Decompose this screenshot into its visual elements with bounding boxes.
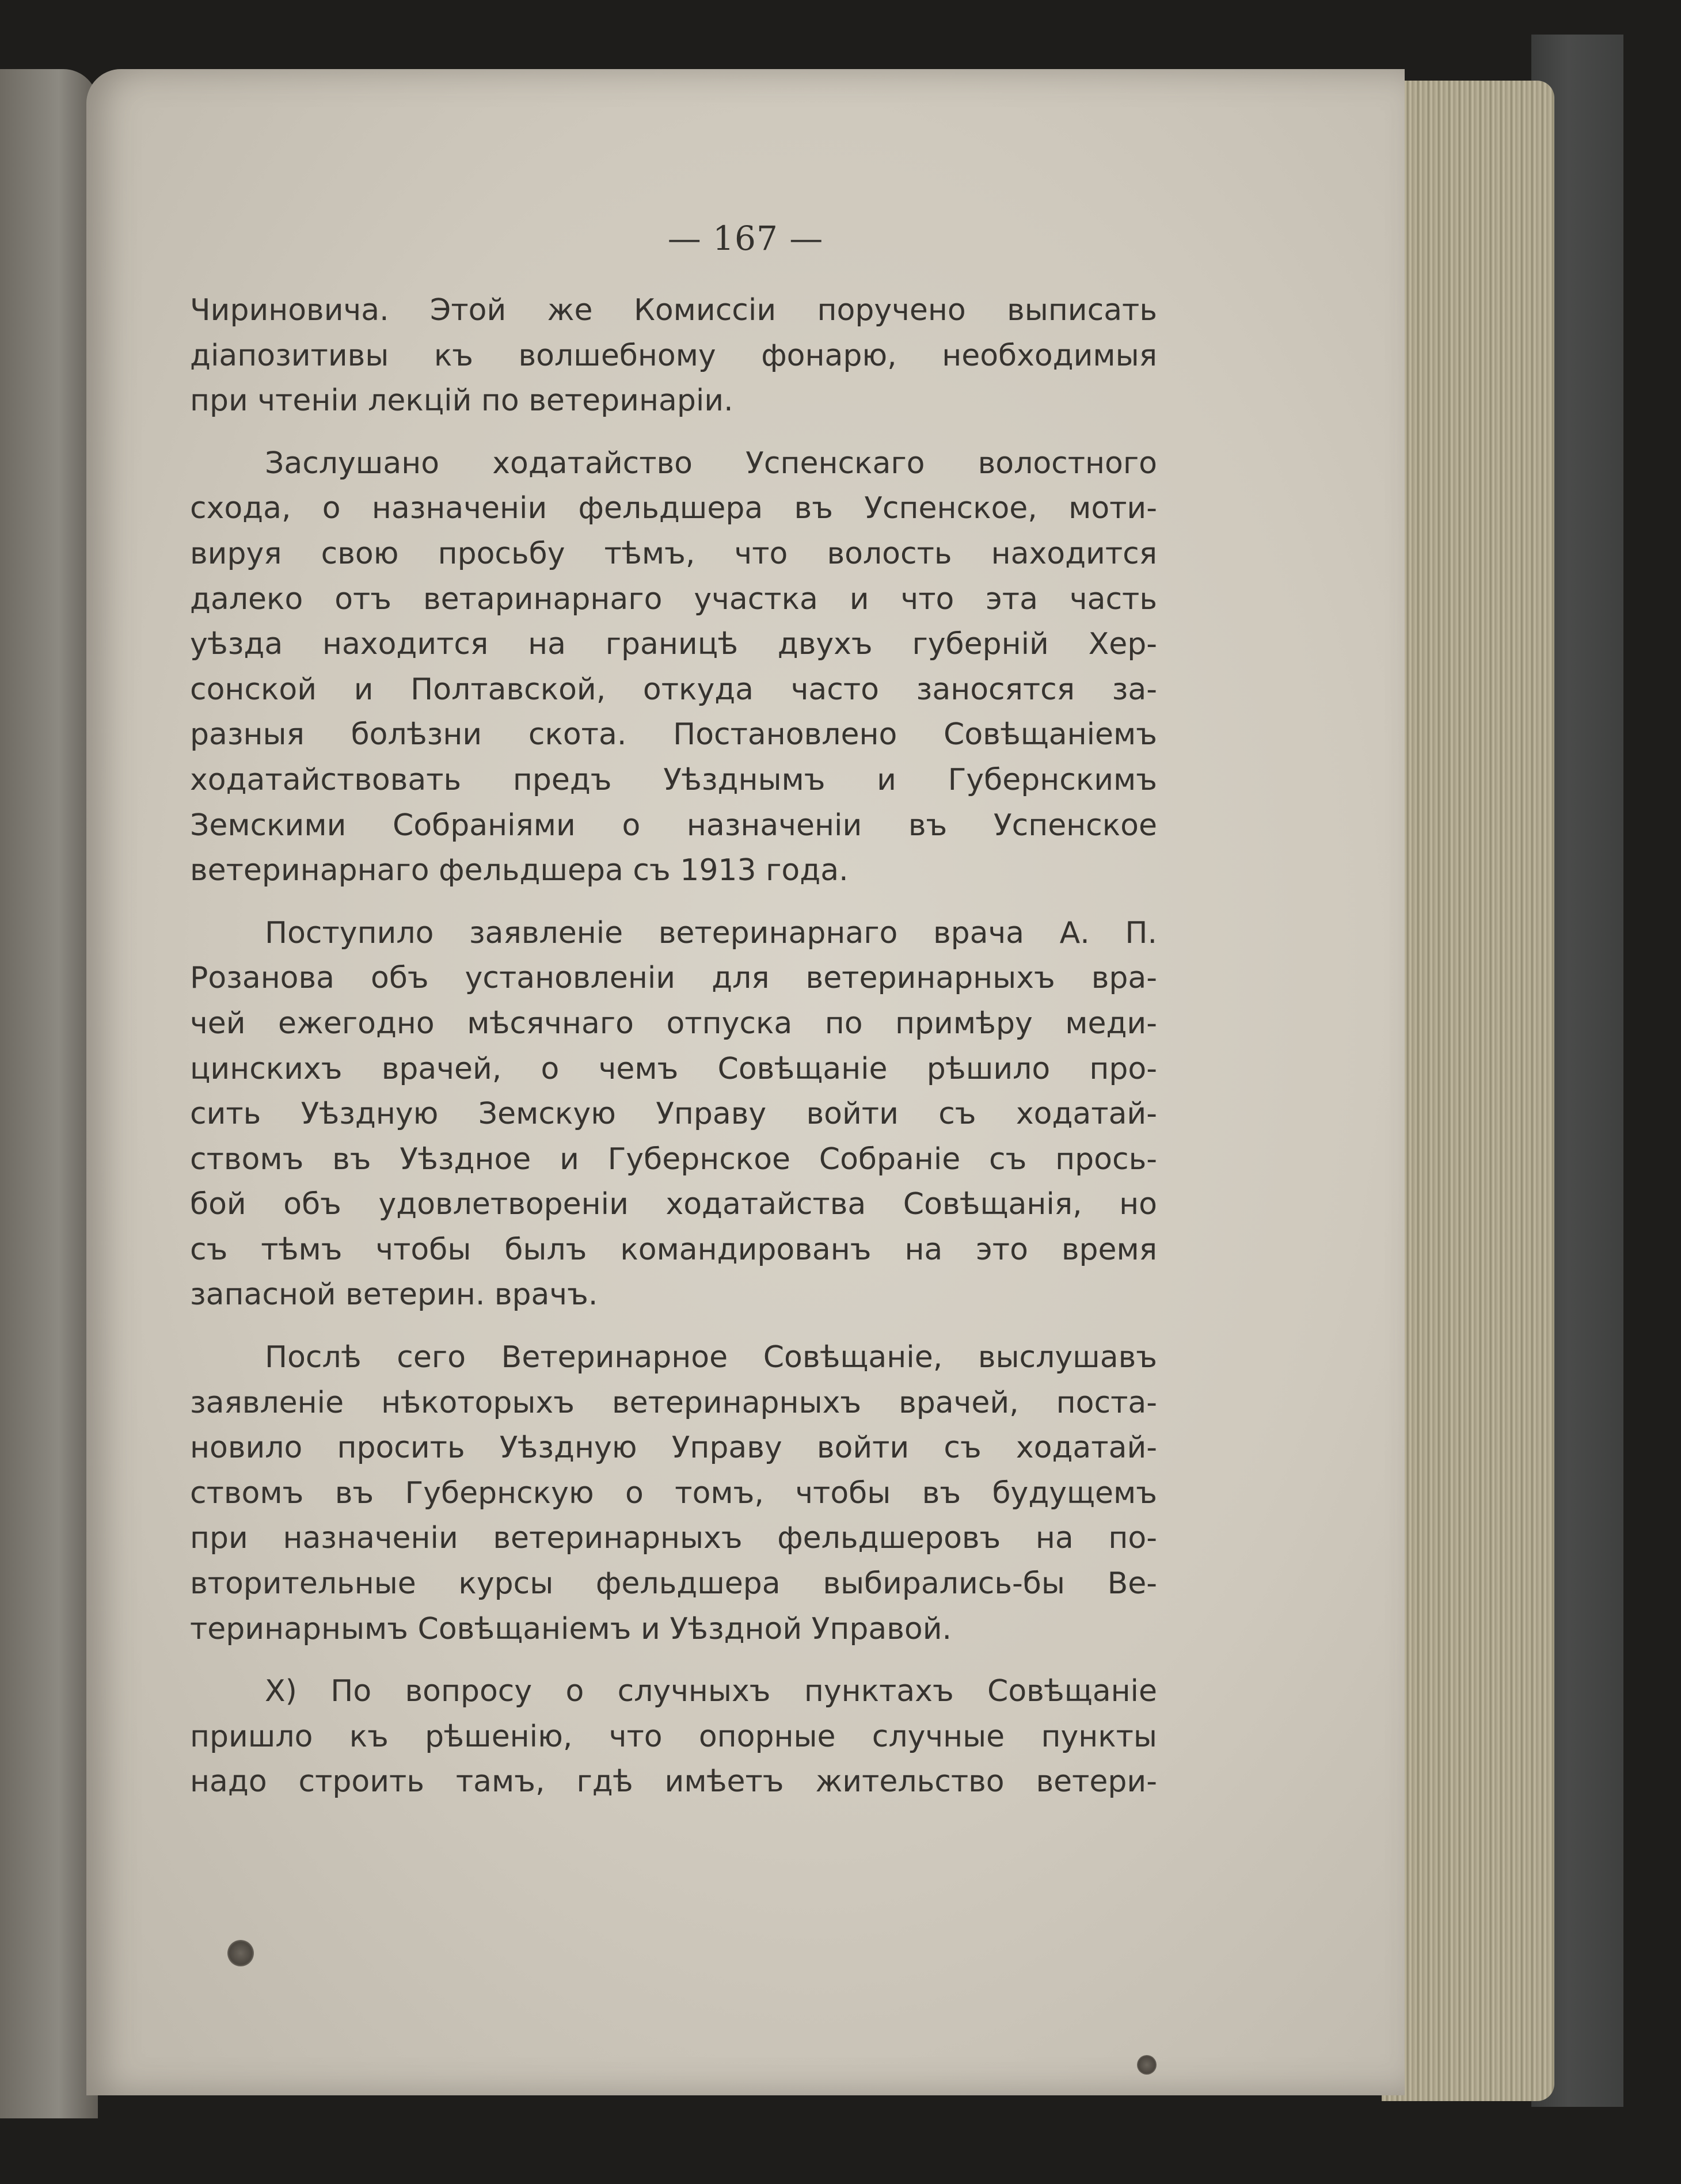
ink-blot <box>227 1940 254 1966</box>
text-line: Розанова объ установленiи для ветеринарныхъ вра- <box>190 961 1157 996</box>
text-line: сить Уѣздную Земскую Управу войти съ ходатай- <box>190 1097 1157 1132</box>
text-line: схода, о назначенiи фельдшера въ Успенское, моти- <box>190 491 1157 526</box>
paragraph-5 <box>190 1669 1157 1805</box>
text-line: вируя свою просьбу тѣмъ, что волость находится <box>190 536 1157 571</box>
text-line: Заслушано ходатайство Успенскаго волостного <box>265 446 1157 481</box>
paragraph-1 <box>190 288 1157 424</box>
paragraph-4 <box>190 1335 1157 1652</box>
text-line: теринарнымъ Совѣщанiемъ и Уѣздной Управой. <box>190 1611 952 1646</box>
text-line: вторительные курсы фельдшера выбирались-бы Ве- <box>190 1566 1157 1601</box>
text-line: при назначенiи ветеринарныхъ фельдшеровъ на по- <box>190 1521 1157 1556</box>
text-line: заявленiе нѣкоторыхъ ветеринарныхъ врачей, поста- <box>190 1385 1157 1420</box>
page-block-edges <box>1382 81 1554 2101</box>
text-line: Поступило заявленiе ветеринарнаго врача А. П. <box>265 915 1157 950</box>
text-line: надо строить тамъ, гдѣ имѣетъ жительство ветери- <box>190 1764 1157 1799</box>
previous-page-edge <box>0 69 98 2118</box>
text-line: уѣзда находится на границѣ двухъ губернiй Хер- <box>190 627 1157 662</box>
text-line: далеко отъ ветаринарнаго участка и что эта часть <box>190 581 1157 617</box>
text-line: ствомъ въ Уѣздное и Губернское Собранiе съ прось- <box>190 1142 1157 1177</box>
paragraph-2 <box>190 441 1157 893</box>
text-line: цинскихъ врачей, о чемъ Совѣщанiе рѣшило про- <box>190 1051 1157 1086</box>
text-line: бой объ удовлетворенiи ходатайства Совѣщанiя, но <box>190 1187 1157 1222</box>
text-line: Послѣ сего Ветеринарное Совѣщанiе, выслушавъ <box>265 1340 1157 1375</box>
page-number: — 167 — <box>667 219 824 258</box>
text-line: Чириновича. Этой же Комиссiи поручено выписать <box>190 293 1157 328</box>
text-line: съ тѣмъ чтобы былъ командированъ на это время <box>190 1232 1157 1267</box>
text-line: новило просить Уѣздную Управу войти съ ходатай- <box>190 1430 1157 1466</box>
text-line: пришло къ рѣшенiю, что опорные случные пункты <box>190 1719 1157 1754</box>
ink-blot <box>1137 2055 1157 2075</box>
text-line: чей ежегодно мѣсячнаго отпуска по примѣру меди- <box>190 1006 1157 1041</box>
text-line: ствомъ въ Губернскую о томъ, чтобы въ будущемъ <box>190 1475 1157 1510</box>
text-line: дiапозитивы къ волшебному фонарю, необходимыя <box>190 338 1157 373</box>
text-line: Земскими Собранiями о назначенiи въ Успенское <box>190 808 1157 843</box>
text-line: ветеринарнаго фельдшера съ 1913 года. <box>190 853 849 888</box>
text-line: сонской и Полтавской, откуда часто заносятся за- <box>190 672 1157 707</box>
text-line: запасной ветерин. врачъ. <box>190 1277 598 1312</box>
book-page <box>86 69 1405 2095</box>
page-text <box>190 288 1157 1822</box>
text-line: при чтенiи лекцiй по ветеринарiи. <box>190 383 733 418</box>
text-line: X) По вопросу о случныхъ пунктахъ Совѣщанiе <box>265 1674 1157 1709</box>
text-line: разныя болѣзни скота. Постановлено Совѣщанiемъ <box>190 717 1157 752</box>
text-line: ходатайствовать предъ Уѣзднымъ и Губернскимъ <box>190 762 1157 797</box>
paragraph-3 <box>190 911 1157 1318</box>
